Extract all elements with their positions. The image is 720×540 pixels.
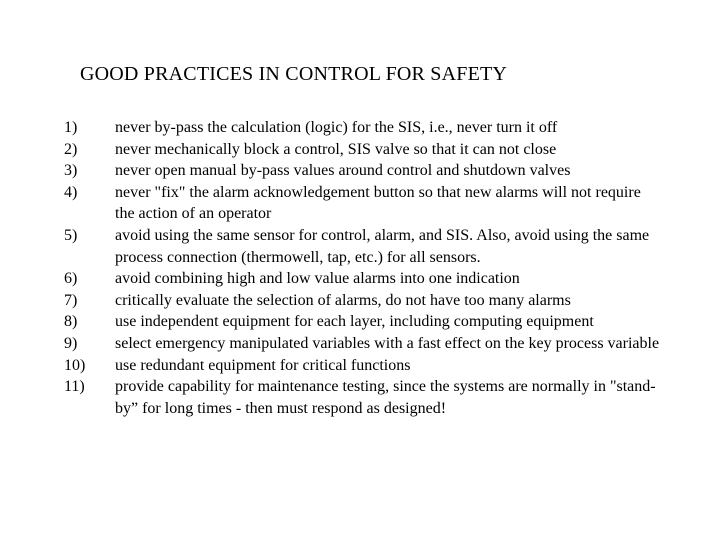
list-item-text: use independent equipment for each layer, including computing equipment: [115, 313, 594, 331]
list-item-text: avoid combining high and low value alarms into one indication: [115, 270, 520, 288]
list-item: [64, 333, 664, 355]
list-item-number: 3): [64, 162, 78, 180]
list-item-number: 11): [64, 378, 85, 396]
list-item: [64, 182, 664, 225]
list-item: [64, 290, 664, 312]
list-item-number: 8): [64, 313, 78, 331]
list-item-text: provide capability for maintenance testing, since the systems are normally in "stand-by” for long times - then must respond as designed!: [115, 378, 656, 417]
list-item: [64, 160, 664, 182]
list-item-text: critically evaluate the selection of alarms, do not have too many alarms: [115, 291, 571, 309]
list-item-number: 1): [64, 119, 78, 136]
list-item: [64, 225, 664, 268]
list-item-number: 10): [64, 356, 86, 374]
page-title: GOOD PRACTICES IN CONTROL FOR SAFETY: [80, 63, 508, 85]
list-item: [64, 355, 664, 377]
list-item-text: never "fix" the alarm acknowledgement button so that new alarms will not require the action of an operator: [115, 183, 641, 223]
list-item-text: never by-pass the calculation (logic) for the SIS, i.e., never turn it off: [115, 119, 558, 136]
list-item-number: 7): [64, 291, 78, 309]
list-item-text: avoid using the same sensor for control, alarm, and SIS. Also, avoid using the same process connection (thermowell, tap, etc.) for all sensors.: [115, 226, 650, 266]
list-item-number: 5): [64, 226, 78, 244]
list-item-text: never open manual by-pass values around control and shutdown valves: [115, 162, 571, 180]
list-item: [64, 376, 664, 419]
list-item: [64, 139, 664, 161]
list-item-number: 9): [64, 334, 78, 352]
list-item: [64, 268, 664, 290]
list-item-text: never mechanically block a control, SIS valve so that it can not close: [115, 140, 557, 158]
practices-list: [64, 117, 664, 419]
list-item-number: 4): [64, 183, 78, 201]
list-item-number: 6): [64, 270, 78, 288]
list-item: [64, 117, 664, 139]
list-item-text: use redundant equipment for critical functions: [115, 356, 411, 374]
list-item: [64, 311, 664, 333]
list-item-number: 2): [64, 140, 78, 158]
list-item-text: select emergency manipulated variables with a fast effect on the key process variable: [115, 334, 660, 352]
